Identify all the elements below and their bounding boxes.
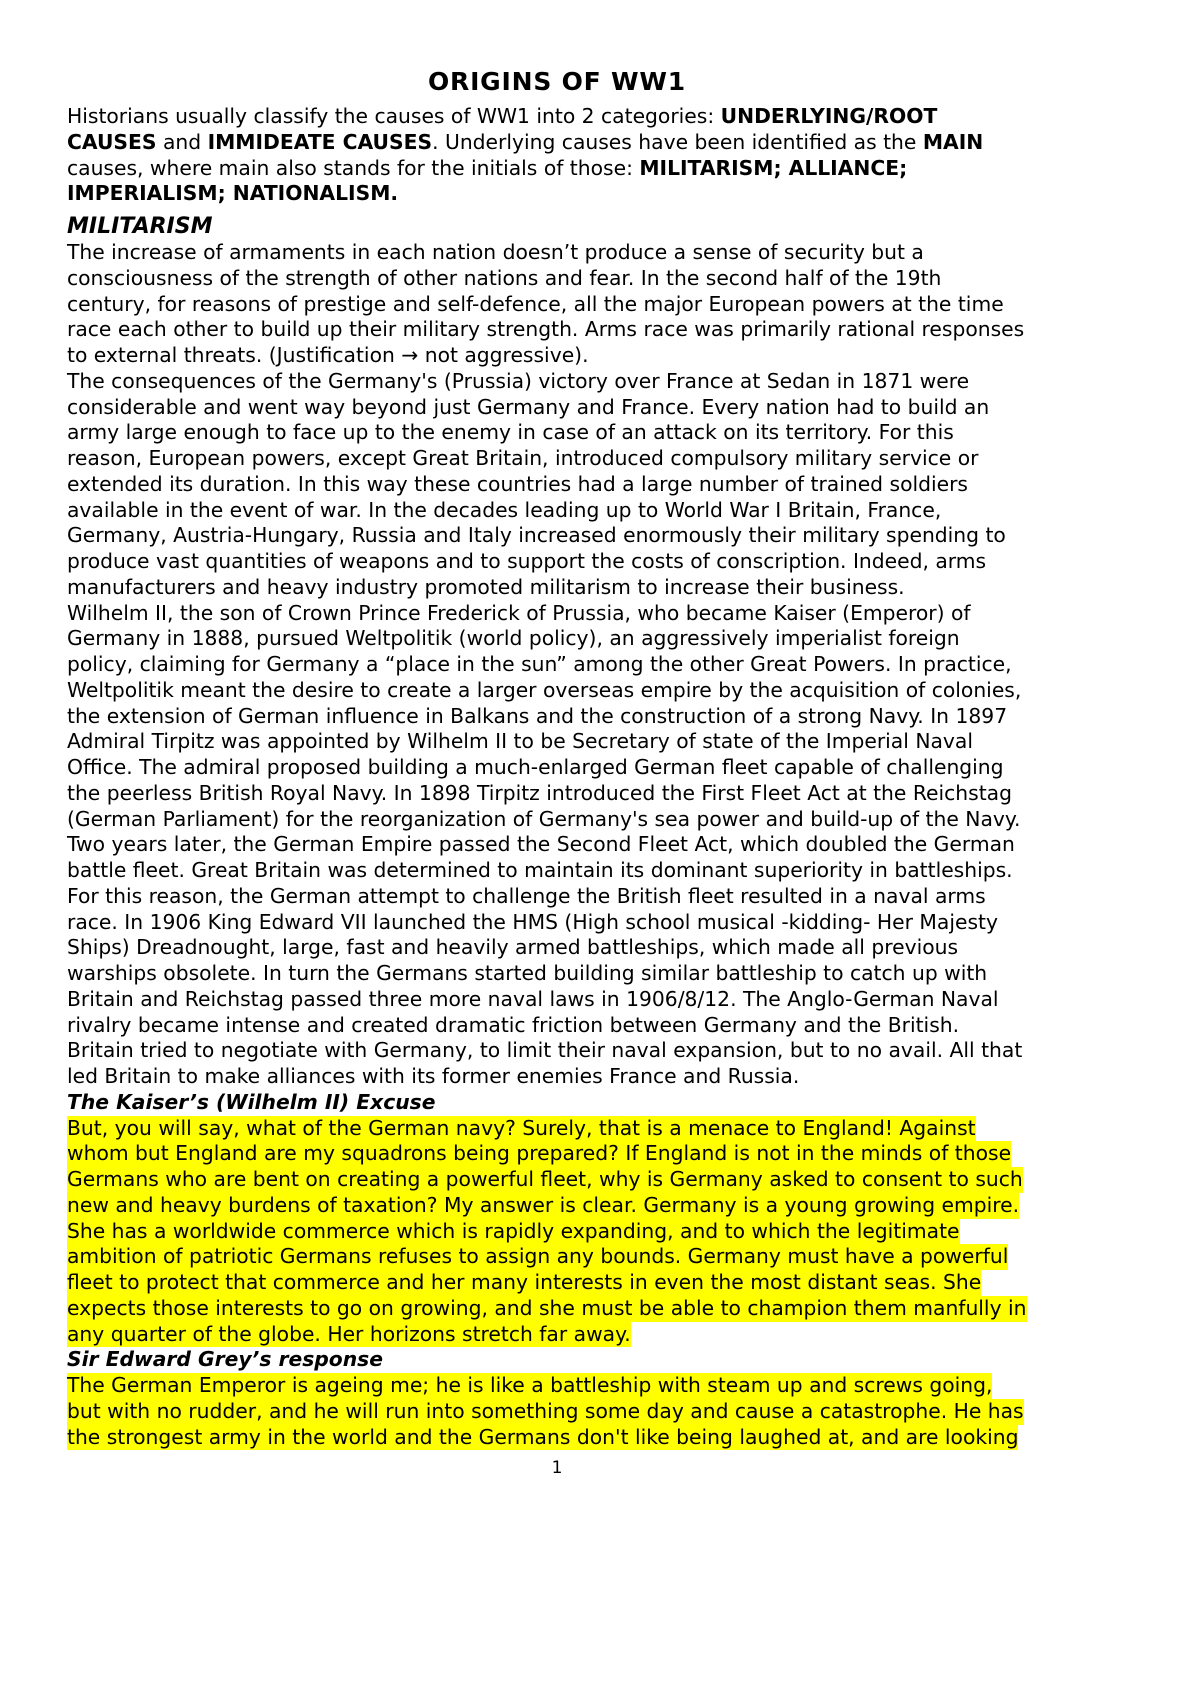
highlighted-text: any quarter of the globe. Her horizons stretch far away. — [67, 1321, 631, 1346]
section-heading: MILITARISM — [67, 214, 213, 239]
quote-line — [67, 1296, 1047, 1322]
quote-line — [67, 1244, 1047, 1270]
quote-line — [67, 1425, 1047, 1451]
bold-term: IMMIDEATE CAUSES — [207, 129, 433, 154]
intro-line — [67, 104, 1047, 130]
quote-line — [67, 1167, 1047, 1193]
highlighted-text: She has a worldwide commerce which is rapidly expanding, and to which the legitimate — [67, 1218, 960, 1243]
bold-term: MAIN — [922, 129, 984, 154]
highlighted-quote — [67, 1373, 1047, 1450]
body-line: extended its duration. In this way these countries had a large number of trained soldiers — [67, 471, 969, 496]
document-title: ORIGINS OF WW1 — [427, 67, 687, 96]
highlighted-text: The German Emperor is ageing me; he is like a battleship with steam up and screws going, — [67, 1373, 993, 1398]
text-run: . Underlying causes have been identified as the — [432, 129, 923, 154]
intro-line — [67, 156, 1047, 182]
body-line: century, for reasons of prestige and self-defence, all the major European powers at the time — [67, 291, 1004, 316]
body-line: (German Parliament) for the reorganization of Germany's sea power and build-up of the Navy. — [67, 806, 1021, 831]
body-line: The increase of armaments in each nation doesn’t produce a sense of security but a — [67, 240, 924, 265]
intro-line — [67, 130, 1047, 156]
page-number: 1 — [551, 1458, 563, 1478]
intro-paragraph — [67, 104, 1047, 207]
document-content — [67, 64, 1047, 1450]
quote-line — [67, 1219, 1047, 1245]
body-line: Ships) Dreadnought, large, fast and heavily armed battleships, which made all previous — [67, 935, 959, 960]
highlighted-text: But, you will say, what of the German navy? Surely, that is a menace to England! Against — [67, 1115, 976, 1140]
body-line: Germany, Austria-Hungary, Russia and Italy increased enormously their military spending to — [67, 523, 1006, 548]
body-line: Britain and Reichstag passed three more naval laws in 1906/8/12. The Anglo-German Naval — [67, 986, 999, 1011]
subsection-heading: The Kaiser’s (Wilhelm II) Excuse — [67, 1089, 436, 1114]
highlighted-quote — [67, 1116, 1047, 1348]
body-line: consciousness of the strength of other nations and fear. In the second half of the 19th — [67, 265, 942, 290]
text-run: and — [156, 129, 208, 154]
body-line: Britain tried to negotiate with Germany, to limit their naval expansion, but to no avail. All that — [67, 1038, 1023, 1063]
body-line: considerable and went way beyond just Germany and France. Every nation had to build an — [67, 394, 990, 419]
bold-term: MILITARISM; ALLIANCE; — [639, 155, 908, 180]
highlighted-text: Germans who are bent on creating a powerful fleet, why is Germany asked to consent to such — [67, 1167, 1023, 1192]
body-line: For this reason, the German attempt to challenge the British fleet resulted in a naval arms — [67, 883, 986, 908]
highlighted-text: the strongest army in the world and the Germans don't like being laughed at, and are looking — [67, 1424, 1019, 1449]
body-line: available in the event of war. In the decades leading up to World War I Britain, France, — [67, 497, 942, 522]
body-line: race each other to build up their military strength. Arms race was primarily rational responses — [67, 317, 1025, 342]
bold-term: IMPERIALISM; NATIONALISM. — [67, 181, 399, 206]
body-line: produce vast quantities of weapons and to support the costs of conscription. Indeed, arms — [67, 549, 987, 574]
body-line: Admiral Tirpitz was appointed by Wilhelm II to be Secretary of state of the Imperial Naval — [67, 729, 973, 754]
highlighted-text: whom but England are my squadrons being prepared? If England is not in the minds of those — [67, 1141, 1012, 1166]
body-line: to external threats. (Justification → not aggressive). — [67, 343, 589, 368]
body-line: reason, European powers, except Great Britain, introduced compulsory military service or — [67, 446, 979, 471]
body-line: rivalry became intense and created dramatic friction between Germany and the British. — [67, 1012, 960, 1037]
text-run: Historians usually classify the causes of WW1 into 2 categories: — [67, 104, 721, 128]
highlighted-text: fleet to protect that commerce and her many interests in even the most distant seas. She — [67, 1270, 982, 1295]
bold-term: UNDERLYING/ROOT — [720, 104, 938, 128]
quote-line — [67, 1322, 1047, 1348]
militarism-section — [67, 207, 1047, 1090]
highlighted-text: but with no rudder, and he will run into something some day and cause a catastrophe. He has — [67, 1398, 1024, 1423]
body-line: army large enough to face up to the enemy in case of an attack on its territory. For this — [67, 420, 954, 445]
body-line: Wilhelm II, the son of Crown Prince Frederick of Prussia, who became Kaiser (Emperor) of — [67, 600, 971, 625]
quote-line — [67, 1373, 1047, 1399]
text-run: causes, where main also stands for the initials of those: — [67, 155, 640, 180]
quote-line — [67, 1141, 1047, 1167]
paragraph — [67, 240, 1047, 369]
paragraph — [67, 369, 1047, 601]
quote-line — [67, 1116, 1047, 1142]
body-line: battle fleet. Great Britain was determined to maintain its dominant superiority in battleships. — [67, 858, 1013, 883]
body-line: led Britain to make alliances with its former enemies France and Russia. — [67, 1064, 800, 1089]
body-line: Two years later, the German Empire passed the Second Fleet Act, which doubled the German — [67, 832, 1015, 857]
body-line: Weltpolitik meant the desire to create a larger overseas empire by the acquisition of colonies, — [67, 677, 1022, 702]
quote-line — [67, 1270, 1047, 1296]
quote-line — [67, 1193, 1047, 1219]
body-line: the peerless British Royal Navy. In 1898 Tirpitz introduced the First Fleet Act at the Reichstag — [67, 780, 1012, 805]
quote-line — [67, 1399, 1047, 1425]
paragraph — [67, 601, 1047, 1090]
body-line: The consequences of the Germany's (Prussia) victory over France at Sedan in 1871 were — [67, 368, 970, 393]
body-line: manufacturers and heavy industry promoted militarism to increase their business. — [67, 574, 905, 599]
subsection-heading: Sir Edward Grey’s response — [67, 1347, 384, 1372]
body-line: race. In 1906 King Edward VII launched the HMS (High school musical -kidding- Her Majesty — [67, 909, 998, 934]
grey-response-section — [67, 1347, 1047, 1450]
intro-line — [67, 181, 1047, 207]
highlighted-text: expects those interests to go on growing, and she must be able to champion them manfully in — [67, 1295, 1027, 1320]
body-line: Germany in 1888, pursued Weltpolitik (world policy), an aggressively imperialist foreign — [67, 626, 960, 651]
highlighted-text: new and heavy burdens of taxation? My answer is clear. Germany is a young growing empire. — [67, 1192, 1020, 1217]
body-line: Office. The admiral proposed building a much-enlarged German fleet capable of challenging — [67, 755, 1004, 780]
body-line: the extension of German influence in Balkans and the construction of a strong Navy. In 1897 — [67, 703, 1008, 728]
kaiser-excuse-section — [67, 1090, 1047, 1348]
body-line: policy, claiming for Germany a “place in the sun” among the other Great Powers. In practice, — [67, 652, 1012, 677]
highlighted-text: ambition of patriotic Germans refuses to assign any bounds. Germany must have a powerful — [67, 1244, 1009, 1269]
bold-term: CAUSES — [67, 129, 157, 154]
body-line: warships obsolete. In turn the Germans started building similar battleship to catch up with — [67, 961, 988, 986]
